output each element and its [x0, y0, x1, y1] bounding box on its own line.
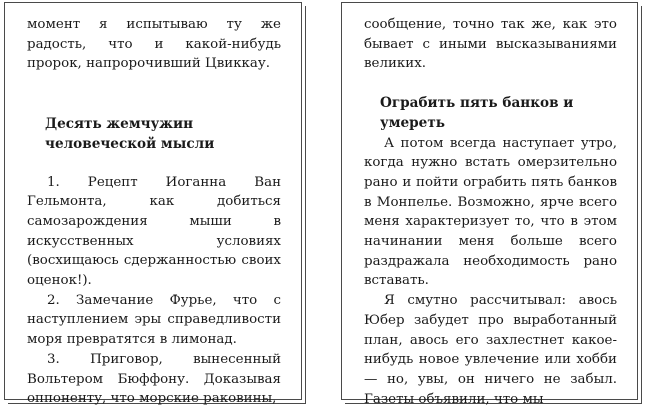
list-item-1: 1. Рецепт Иоганна Ван Гельмонта, как добиться самозарождения мыши в искусственных условиях (восхищаюсь сдержанностью своих оценок!).	[27, 174, 281, 289]
left-page	[4, 2, 302, 407]
section-heading-rob-five-banks: Ограбить пять банков и умереть	[380, 95, 574, 131]
list-item-3: 3. Приговор, вынесенный Вольтером Бюффону. Доказывая оппоненту, что морские раковины,	[27, 351, 281, 407]
right-text-column	[364, 15, 617, 409]
list-item-2: 2. Замечание Фурье, что с наступлением эры справедливости моря превратятся в лимонад.	[27, 292, 281, 348]
left-paragraph-top: момент я испытываю ту же радость, что и какой-нибудь пророк, напророчивший Цвиккау.	[27, 17, 281, 72]
section-heading-ten-pearls: Десять жемчужин человеческой мысли	[45, 116, 215, 152]
right-page	[341, 2, 638, 407]
right-paragraph-top: сообщение, точно так же, как это бывает с иными высказываниями великих.	[364, 17, 617, 72]
right-paragraph-1: А потом всегда наступает утро, когда нужно встать омерзительно рано и пойти ограбить пять банков в Монпелье. Возможно, ярче всего меня характеризует то, что в этом начинании меня больше всего раздражала необходимость рано вставать.	[364, 135, 617, 289]
left-text-column	[27, 15, 281, 409]
right-paragraph-2: Я смутно рассчитывал: авось Юбер забудет про выработанный план, авось его захлестнет какое-нибудь новое увлечение или хобби — но, увы, он ничего не забыл. Газеты объявили, что мы	[364, 293, 617, 407]
